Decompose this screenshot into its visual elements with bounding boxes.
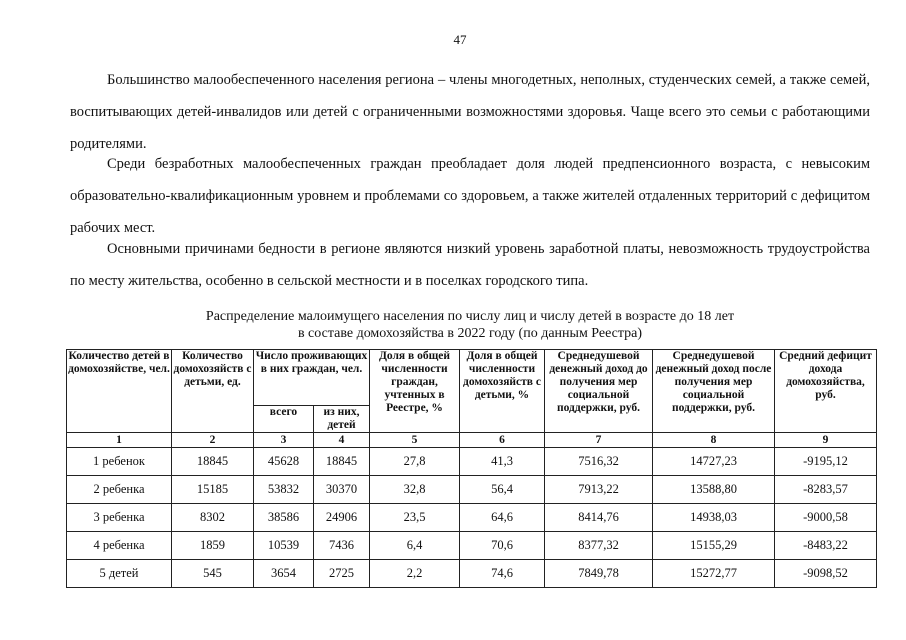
table-cell: 10539 (254, 532, 314, 560)
table-caption-line: Распределение малоимущего населения по числу лиц и числу детей в возрасте до 18 лет (205, 309, 735, 324)
header-income-before: Среднедушевой денежный доход до получения мер социальной поддержки, руб. (545, 350, 653, 433)
table-cell: 27,8 (370, 448, 460, 476)
table-cell: -8283,57 (775, 476, 877, 504)
table-cell: 56,4 (460, 476, 545, 504)
table-cell: 15155,29 (653, 532, 775, 560)
table-cell: 24906 (314, 504, 370, 532)
column-number: 2 (172, 433, 254, 448)
header-households: Количество домохозяйств с детьми, ед. (172, 350, 254, 433)
table-cell: 8302 (172, 504, 254, 532)
table-cell: 7436 (314, 532, 370, 560)
table-cell: -9098,52 (775, 560, 877, 588)
table-cell: 2 ребенка (67, 476, 172, 504)
table-cell: 545 (172, 560, 254, 588)
table-cell: 32,8 (370, 476, 460, 504)
table-cell: -9000,58 (775, 504, 877, 532)
table-cell: -8483,22 (775, 532, 877, 560)
table-cell: 53832 (254, 476, 314, 504)
column-number: 9 (775, 433, 877, 448)
table-caption (60, 308, 880, 342)
table-cell: 14938,03 (653, 504, 775, 532)
header-residents-total: всего (254, 406, 314, 433)
table-cell: 15185 (172, 476, 254, 504)
column-number: 7 (545, 433, 653, 448)
column-number-row (67, 433, 877, 448)
paragraph: Среди безработных малообеспеченных граждан преобладает доля людей предпенсионного возраста, с невысоким образовательно-квалификационным уровнем и проблемами со здоровьем, а также жителей отдаленных территорий с дефицитом рабочих мест. (70, 156, 870, 236)
table-cell: 7913,22 (545, 476, 653, 504)
table-row (67, 448, 877, 476)
table-cell: 41,3 (460, 448, 545, 476)
header-deficit: Средний дефицит дохода домохозяйства, руб. (775, 350, 877, 433)
column-number: 4 (314, 433, 370, 448)
table-cell: 14727,23 (653, 448, 775, 476)
table-cell: 38586 (254, 504, 314, 532)
table-row (67, 476, 877, 504)
table-cell: 5 детей (67, 560, 172, 588)
table-cell: 7516,32 (545, 448, 653, 476)
table-cell: 3654 (254, 560, 314, 588)
header-residents: Число проживающих в них граждан, чел. (254, 350, 370, 406)
table-row (67, 560, 877, 588)
paragraph: Основными причинами бедности в регионе являются низкий уровень заработной платы, невозможность трудоустройства по месту жительства, особенно в сельской местности и в поселках городского типа. (70, 241, 870, 289)
column-number: 8 (653, 433, 775, 448)
header-residents-children: из них, детей (314, 406, 370, 433)
table-cell: 1 ребенок (67, 448, 172, 476)
table-cell: 74,6 (460, 560, 545, 588)
table-cell: 4 ребенка (67, 532, 172, 560)
column-number: 6 (460, 433, 545, 448)
column-number: 3 (254, 433, 314, 448)
table-row (67, 532, 877, 560)
table-cell: 8414,76 (545, 504, 653, 532)
table-cell: 45628 (254, 448, 314, 476)
table-cell: 70,6 (460, 532, 545, 560)
header-share-households: Доля в общей численности домохозяйств с детьми, % (460, 350, 545, 433)
table-cell: 18845 (314, 448, 370, 476)
table-cell: 23,5 (370, 504, 460, 532)
table-cell: 1859 (172, 532, 254, 560)
paragraph: Большинство малообеспеченного населения региона – члены многодетных, неполных, студенческих семей, а также семей, воспитывающих детей-инвалидов или детей с ограниченными возможностями здоровья. Чаще всего это семьи с работающими родителями. (70, 72, 870, 152)
table-cell: 8377,32 (545, 532, 653, 560)
header-income-after: Среднедушевой денежный доход после получения мер социальной поддержки, руб. (653, 350, 775, 433)
table-cell: 7849,78 (545, 560, 653, 588)
table-cell: 15272,77 (653, 560, 775, 588)
page-number: 47 (453, 32, 467, 47)
column-number: 5 (370, 433, 460, 448)
column-number: 1 (67, 433, 172, 448)
header-share-population: Доля в общей численности граждан, учтенных в Реестре, % (370, 350, 460, 433)
table-cell: 18845 (172, 448, 254, 476)
table-cell: 6,4 (370, 532, 460, 560)
table-cell: -9195,12 (775, 448, 877, 476)
table-cell: 30370 (314, 476, 370, 504)
header-children-count: Количество детей в домохозяйстве, чел. (67, 350, 172, 433)
table-cell: 2,2 (370, 560, 460, 588)
table-caption-line: в составе домохозяйства в 2022 году (по данным Реестра) (297, 326, 643, 341)
poverty-distribution-table (66, 349, 877, 588)
table-cell: 3 ребенка (67, 504, 172, 532)
table-cell: 13588,80 (653, 476, 775, 504)
table-cell: 2725 (314, 560, 370, 588)
table-cell: 64,6 (460, 504, 545, 532)
table-row (67, 504, 877, 532)
